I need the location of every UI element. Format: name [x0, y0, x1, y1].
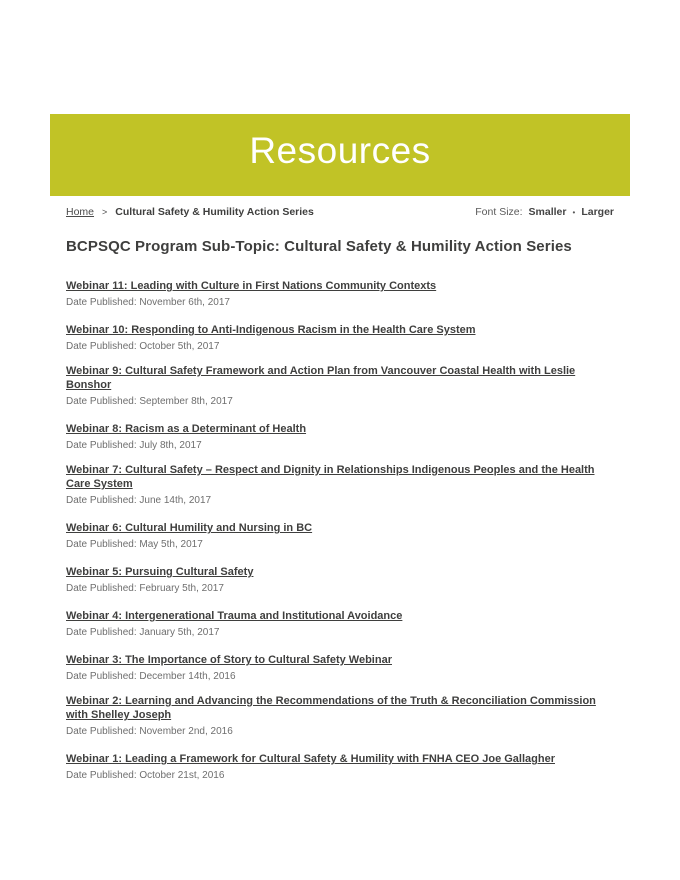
banner-title: Resources	[249, 130, 431, 171]
webinar-date-published: Date Published: November 2nd, 2016	[66, 726, 233, 737]
webinar-date-published: Date Published: July 8th, 2017	[66, 440, 202, 451]
webinar-link[interactable]: Webinar 1: Leading a Framework for Cultural Safety & Humility with FNHA CEO Joe Gallagher	[66, 753, 555, 765]
webinar-list-item	[66, 650, 614, 683]
webinar-date-published: Date Published: February 5th, 2017	[66, 583, 224, 594]
webinar-list-item	[66, 419, 614, 452]
webinar-link[interactable]: Webinar 6: Cultural Humility and Nursing in BC	[66, 522, 313, 534]
breadcrumb	[66, 206, 314, 218]
webinar-link[interactable]: Webinar 7: Cultural Safety – Respect and Dignity in Relationships Indigenous Peoples and the Health Care System	[66, 464, 595, 490]
webinar-list-item	[66, 749, 614, 782]
webinar-date-published: Date Published: May 5th, 2017	[66, 539, 203, 550]
webinar-link[interactable]: Webinar 2: Learning and Advancing the Recommendations of the Truth & Reconciliation Commission with Shelley Joseph	[66, 695, 596, 721]
font-size-larger-button[interactable]: Larger	[581, 206, 614, 218]
webinar-list-item	[66, 364, 614, 408]
webinar-link[interactable]: Webinar 9: Cultural Safety Framework and Action Plan from Vancouver Coastal Health with Leslie Bonshor	[66, 365, 576, 391]
webinar-list-item	[66, 320, 614, 353]
font-size-label: Font Size:	[475, 206, 523, 218]
breadcrumb-current: Cultural Safety & Humility Action Series	[115, 206, 314, 218]
webinar-link[interactable]: Webinar 8: Racism as a Determinant of Health	[66, 423, 307, 435]
page-heading: BCPSQC Program Sub-Topic: Cultural Safety & Humility Action Series	[66, 238, 572, 255]
breadcrumb-separator: >	[102, 207, 108, 217]
webinar-list-item	[66, 606, 614, 639]
font-size-dot-separator: •	[572, 208, 576, 217]
breadcrumb-row	[66, 206, 614, 218]
webinar-list-item	[66, 276, 614, 309]
webinar-date-published: Date Published: January 5th, 2017	[66, 627, 220, 638]
webinar-link[interactable]: Webinar 4: Intergenerational Trauma and Institutional Avoidance	[66, 610, 403, 622]
webinar-link[interactable]: Webinar 10: Responding to Anti-Indigenous Racism in the Health Care System	[66, 324, 476, 336]
webinar-date-published: Date Published: October 5th, 2017	[66, 341, 220, 352]
webinar-link[interactable]: Webinar 11: Leading with Culture in First Nations Community Contexts	[66, 280, 437, 292]
webinar-list	[66, 276, 614, 782]
page-banner	[50, 114, 630, 196]
webinar-list-item	[66, 518, 614, 551]
webinar-list-item	[66, 562, 614, 595]
webinar-link[interactable]: Webinar 5: Pursuing Cultural Safety	[66, 566, 254, 578]
main-content	[50, 196, 630, 793]
webinar-date-published: Date Published: October 21st, 2016	[66, 770, 225, 781]
webinar-list-item	[66, 463, 614, 507]
webinar-link[interactable]: Webinar 3: The Importance of Story to Cultural Safety Webinar	[66, 654, 392, 666]
webinar-list-item	[66, 694, 614, 738]
webinar-date-published: Date Published: June 14th, 2017	[66, 495, 212, 506]
font-size-controls	[475, 206, 614, 218]
breadcrumb-home-link[interactable]: Home	[66, 206, 95, 218]
webinar-date-published: Date Published: September 8th, 2017	[66, 396, 233, 407]
font-size-smaller-button[interactable]: Smaller	[528, 206, 567, 218]
webinar-date-published: Date Published: November 6th, 2017	[66, 297, 230, 308]
webinar-date-published: Date Published: December 14th, 2016	[66, 671, 236, 682]
